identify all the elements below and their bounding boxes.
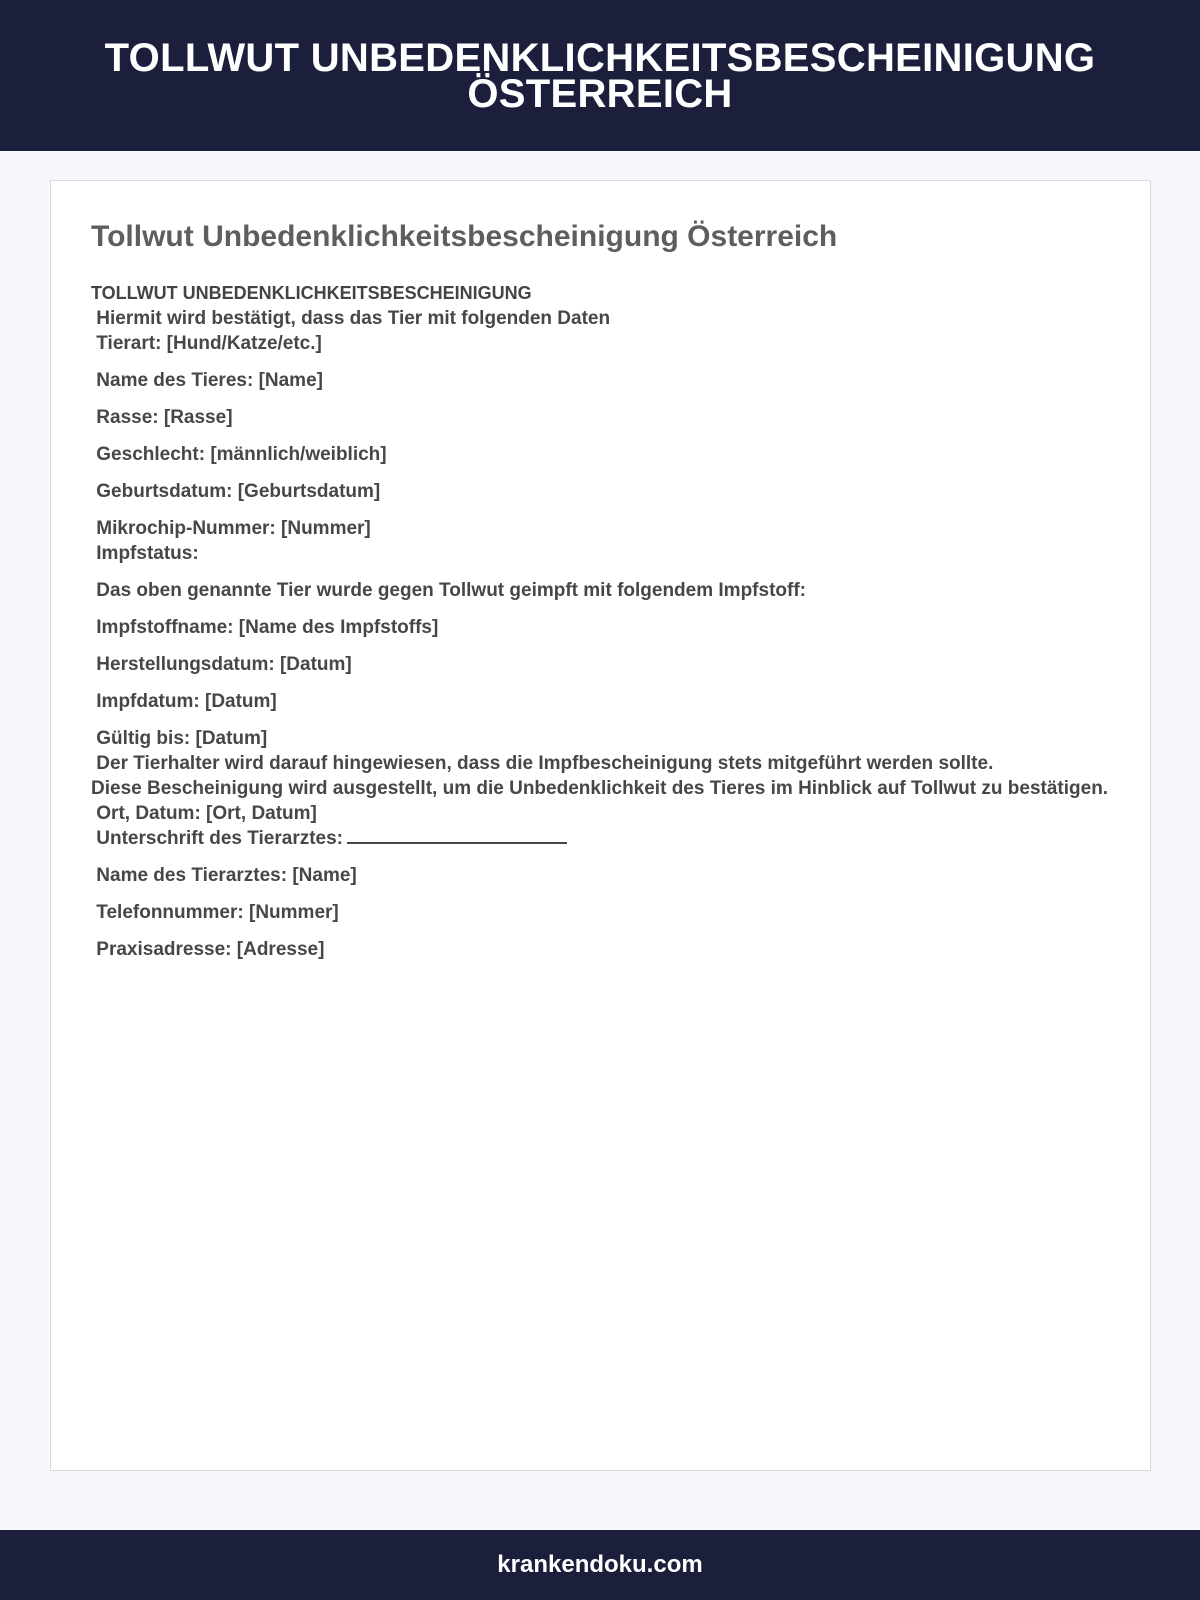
signature-line bbox=[347, 826, 567, 844]
field-vet-name: Name des Tierarztes: [Name] bbox=[91, 865, 357, 886]
document-paper bbox=[50, 180, 1151, 1471]
field-vaccine-name: Impfstoffname: [Name des Impfstoffs] bbox=[91, 617, 439, 638]
site-header bbox=[0, 0, 1200, 151]
document-title: Tollwut Unbedenklichkeitsbescheinigung Österreich bbox=[91, 220, 838, 253]
purpose-text: Diese Bescheinigung wird ausgestellt, um die Unbedenklichkeit des Tieres im Hinblick auf Tollwut zu bestätigen. bbox=[91, 778, 1109, 799]
field-vet-phone: Telefonnummer: [Nummer] bbox=[91, 902, 339, 923]
footer-site-link[interactable]: krankendoku.com bbox=[497, 1551, 703, 1578]
field-birthdate: Geburtsdatum: [Geburtsdatum] bbox=[91, 481, 381, 502]
field-vet-address: Praxisadresse: [Adresse] bbox=[91, 939, 325, 960]
vaccination-intro: Das oben genannte Tier wurde gegen Tollwut geimpft mit folgendem Impfstoff: bbox=[91, 580, 806, 601]
field-breed: Rasse: [Rasse] bbox=[91, 407, 233, 428]
signature-label: Unterschrift des Tierarztes: bbox=[91, 828, 344, 849]
field-manufacture-date: Herstellungsdatum: [Datum] bbox=[91, 654, 352, 675]
header-title: TOLLWUT UNBEDENKLICHKEITSBESCHEINIGUNG ÖSTERREICH bbox=[104, 35, 1096, 116]
field-animal-name: Name des Tieres: [Name] bbox=[91, 370, 323, 391]
certificate-heading: TOLLWUT UNBEDENKLICHKEITSBESCHEINIGUNG bbox=[91, 283, 532, 303]
field-sex: Geschlecht: [männlich/weiblich] bbox=[91, 444, 387, 465]
field-place-date: Ort, Datum: [Ort, Datum] bbox=[91, 803, 317, 824]
field-species: Tierart: [Hund/Katze/etc.] bbox=[91, 333, 322, 354]
vaccination-heading: Impfstatus: bbox=[91, 543, 199, 564]
signature-row bbox=[91, 826, 1110, 851]
site-footer bbox=[0, 1530, 1200, 1600]
notice-text: Der Tierhalter wird darauf hingewiesen, dass die Impfbescheinigung stets mitgeführt werden sollte. bbox=[91, 753, 994, 774]
field-vaccination-date: Impfdatum: [Datum] bbox=[91, 691, 277, 712]
field-valid-until: Gültig bis: [Datum] bbox=[91, 728, 268, 749]
field-microchip: Mikrochip-Nummer: [Nummer] bbox=[91, 518, 371, 539]
intro-text: Hiermit wird bestätigt, dass das Tier mit folgenden Daten bbox=[91, 308, 611, 329]
